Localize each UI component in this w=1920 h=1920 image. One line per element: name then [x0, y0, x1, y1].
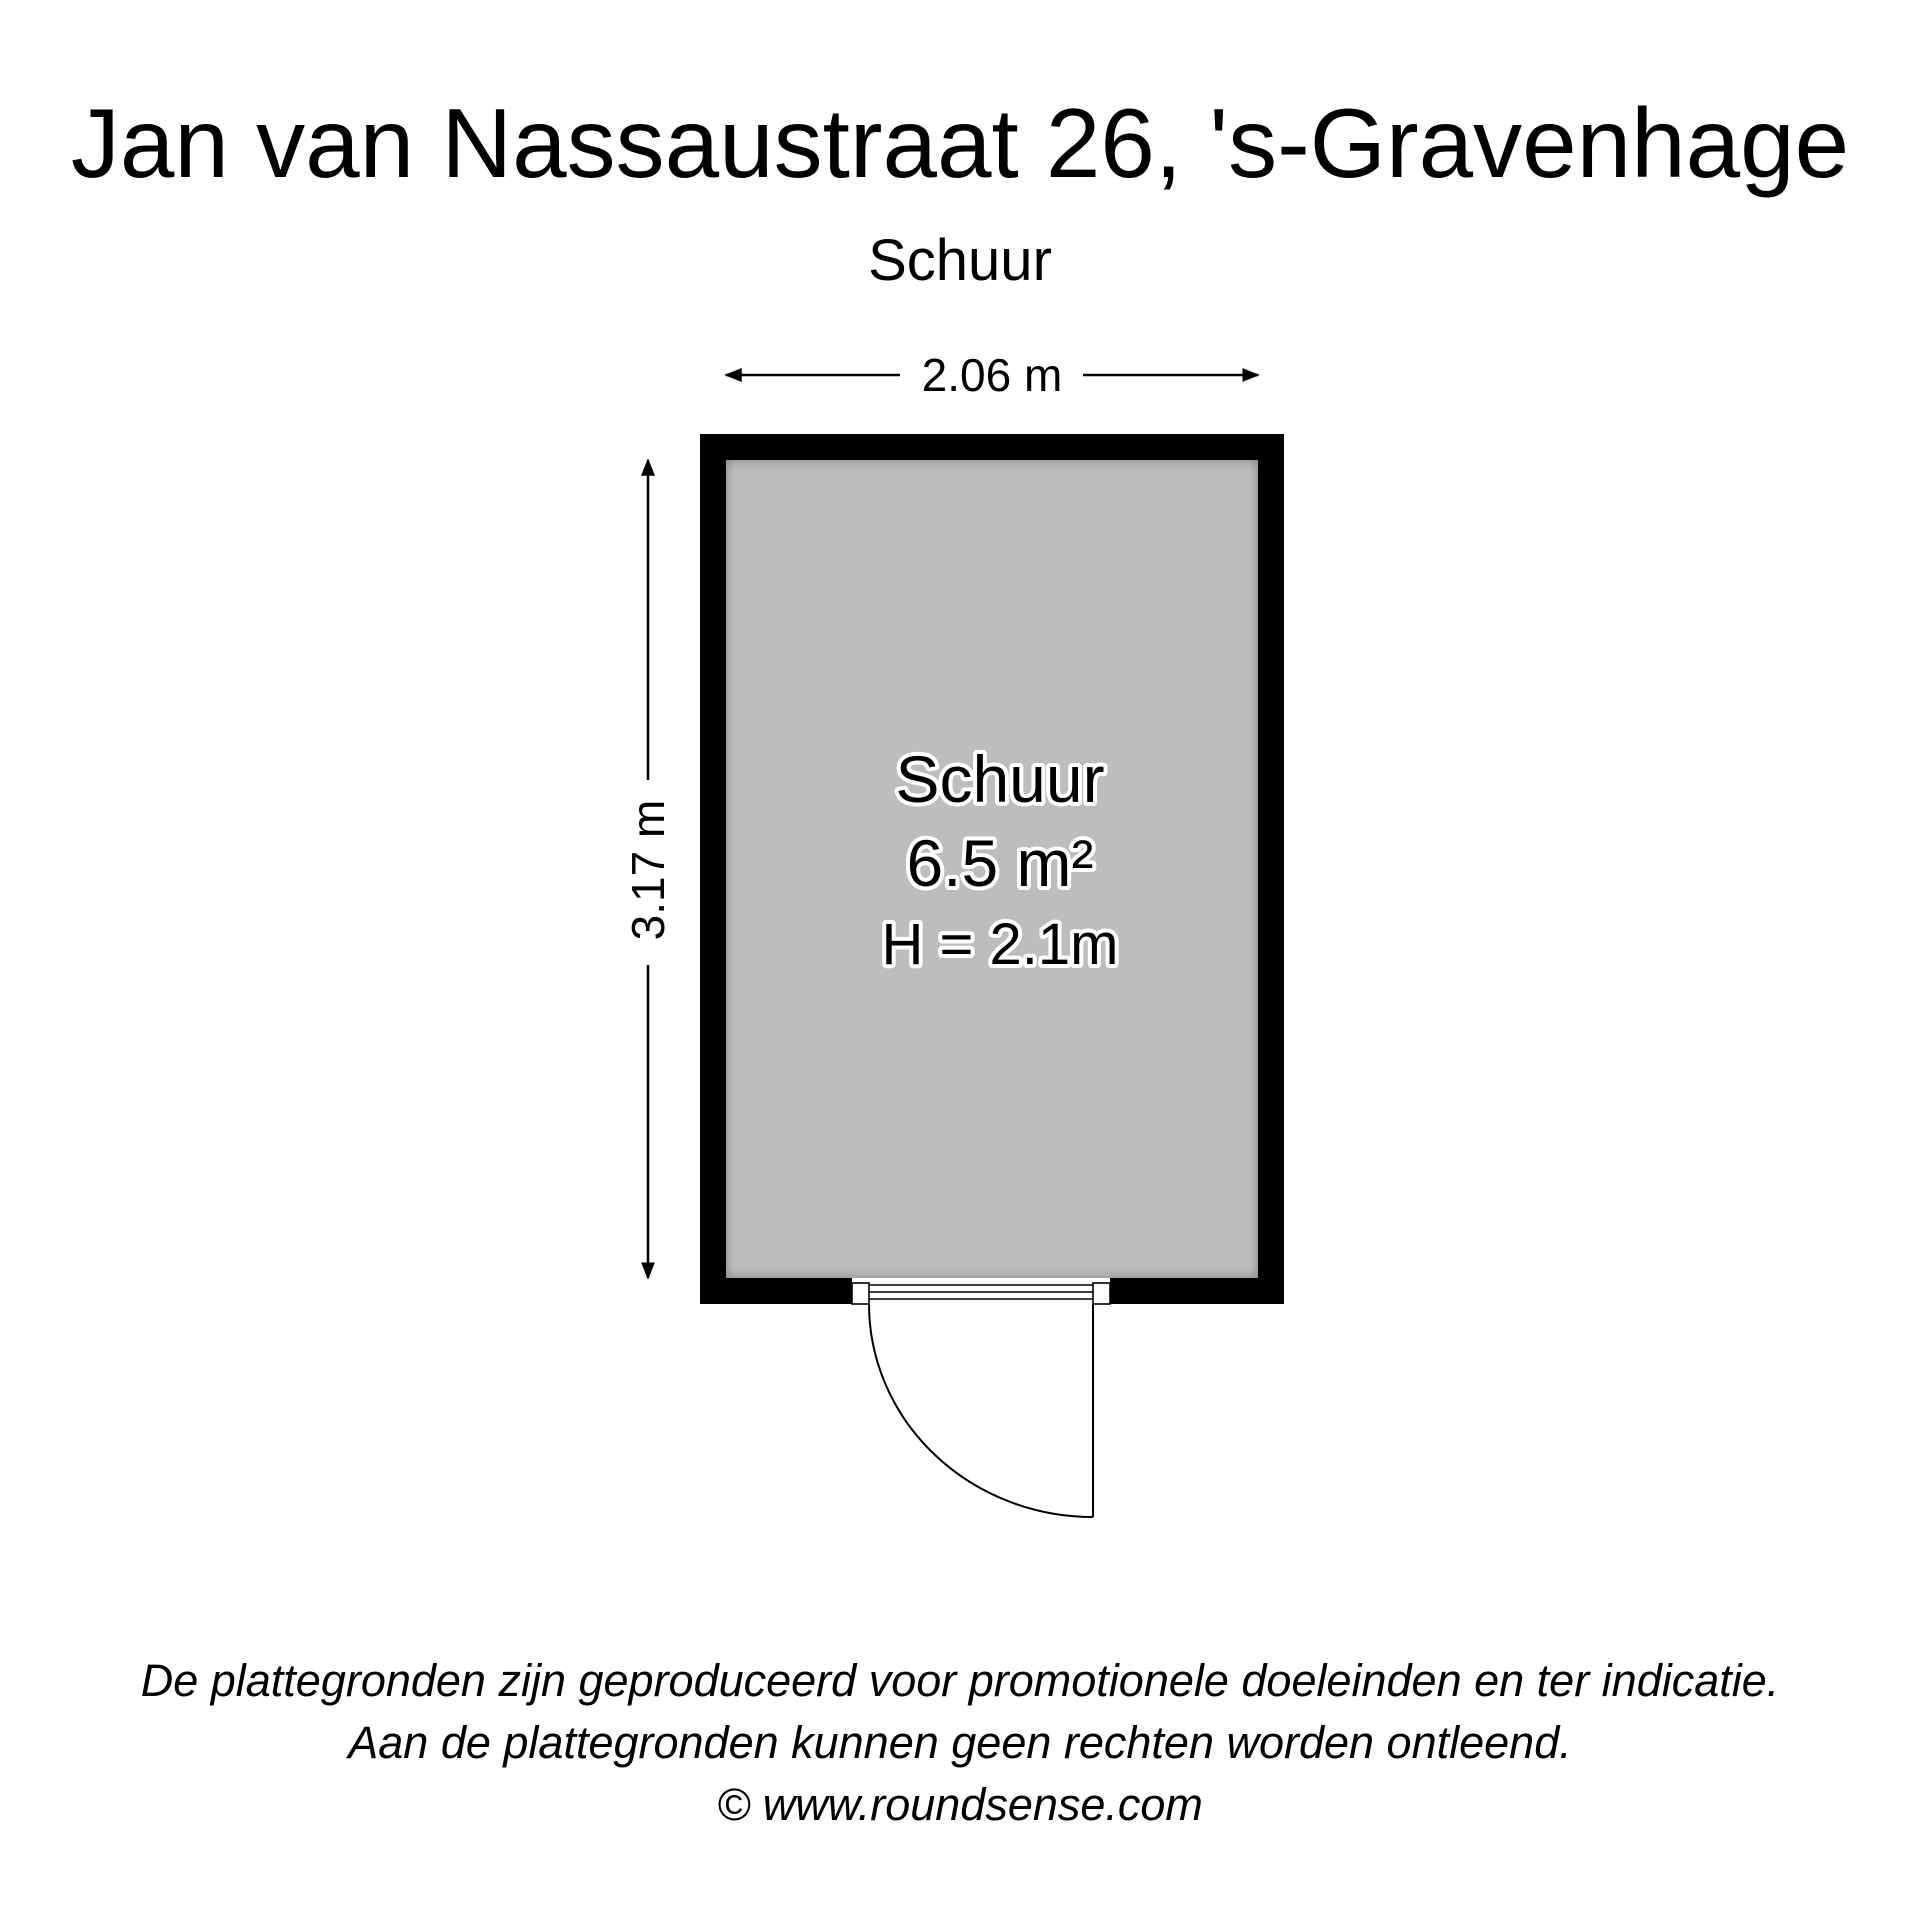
- copyright-notice: © www.roundsense.com: [717, 1779, 1203, 1830]
- room-area: 6.5 m²: [906, 826, 1094, 900]
- disclaimer-line-1: De plattegronden zijn geproduceerd voor promotionele doeleinden en ter indicatie.: [140, 1655, 1780, 1706]
- room-name: Schuur: [895, 742, 1105, 816]
- floor-name: Schuur: [868, 228, 1052, 293]
- width-dimension-label: 2.06 m: [921, 349, 1063, 401]
- room-height: H = 2.1m: [881, 912, 1119, 977]
- disclaimer: [0, 1650, 1920, 1836]
- door-opening: [852, 1278, 1110, 1304]
- depth-dimension: [622, 460, 674, 1278]
- door-swing-arc: [869, 1304, 1093, 1517]
- depth-dimension-label: 3.17 m: [622, 799, 674, 941]
- width-dimension: [726, 349, 1258, 401]
- page-title: Jan van Nassaustraat 26, 's-Gravenhage: [70, 88, 1850, 198]
- disclaimer-line-2: Aan de plattegronden kunnen geen rechten worden ontleend.: [348, 1717, 1572, 1768]
